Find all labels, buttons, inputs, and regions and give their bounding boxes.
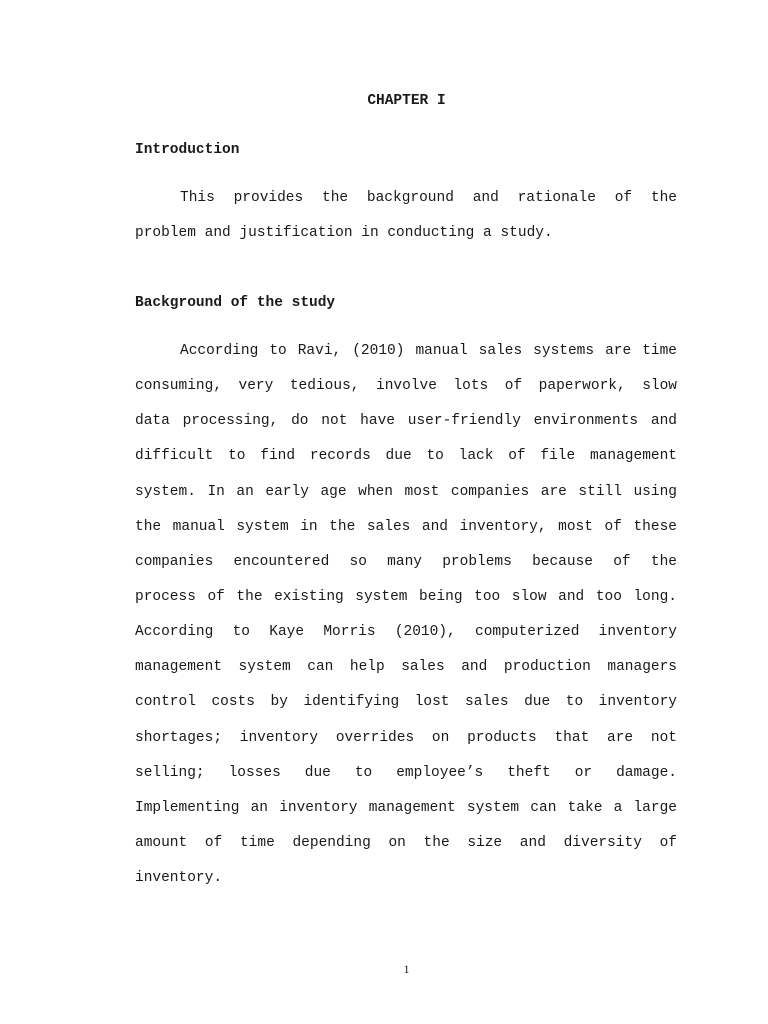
paragraph-line: system. In an early age when most companies are still using <box>135 483 677 500</box>
paragraph-line: inventory. <box>135 870 223 887</box>
section-heading-introduction: Introduction <box>135 142 240 158</box>
paragraph-line: According to Kaye Morris (2010), computerized inventory <box>135 624 677 641</box>
paragraph-line: This provides the background and rationale of the <box>180 190 677 206</box>
paragraph-line: the manual system in the sales and inventory, most of these <box>135 518 677 535</box>
page-number: 1 <box>403 962 410 976</box>
paragraph-line: difficult to find records due to lack of file management <box>135 448 677 465</box>
paragraph-line: According to Ravi, (2010) manual sales systems are time <box>180 343 677 359</box>
paragraph-line: Implementing an inventory management system can take a large <box>135 799 677 816</box>
section-heading-background: Background of the study <box>135 295 336 311</box>
paragraph-line: shortages; inventory overrides on products that are not <box>135 729 677 746</box>
paragraph-line: data processing, do not have user-friendly environments and <box>135 413 677 430</box>
introduction-paragraph <box>135 188 677 258</box>
paragraph-line: management system can help sales and production managers <box>135 659 677 676</box>
background-paragraph <box>135 341 677 903</box>
paragraph-line: process of the existing system being too slow and too long. <box>135 588 677 605</box>
paragraph-line: control costs by identifying lost sales due to inventory <box>135 694 677 711</box>
paragraph-line: problem and justification in conducting a study. <box>135 225 553 242</box>
paragraph-line: selling; losses due to employee’s theft or damage. <box>135 764 677 781</box>
paragraph-line: companies encountered so many problems because of the <box>135 553 677 570</box>
chapter-title: CHAPTER I <box>367 93 446 109</box>
paragraph-line: amount of time depending on the size and diversity of <box>135 834 677 851</box>
paragraph-line: consuming, very tedious, involve lots of paperwork, slow <box>135 378 677 395</box>
